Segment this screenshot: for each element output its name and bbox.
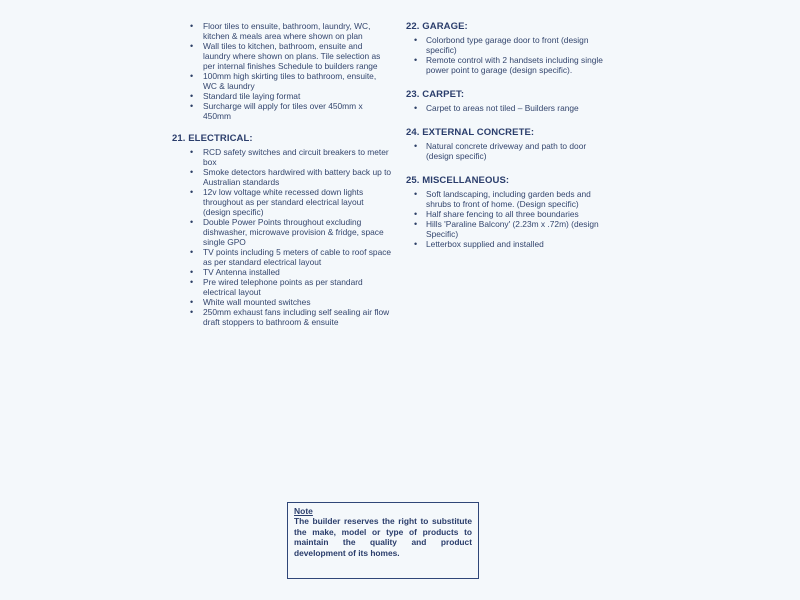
- left-column: [172, 21, 392, 339]
- list-item: • Pre wired telephone points as per standard electrical layout: [172, 277, 392, 297]
- flooring-list: [172, 21, 392, 121]
- list-item: • Hills 'Paraline Balcony' (2.23m x .72m) (design Specific): [406, 219, 606, 239]
- list-item: • RCD safety switches and circuit breakers to meter box: [172, 147, 392, 167]
- list-item: • Natural concrete driveway and path to door (design specific): [406, 141, 606, 161]
- carpet-section: [406, 89, 606, 113]
- carpet-list: [406, 103, 606, 113]
- garage-section: [406, 21, 606, 75]
- list-item: • TV points including 5 meters of cable to roof space as per standard electrical layout: [172, 247, 392, 267]
- note-box: [287, 502, 479, 579]
- list-item: • Surcharge will apply for tiles over 450mm x 450mm: [172, 101, 392, 121]
- note-title: Note: [294, 506, 313, 516]
- list-item: • Half share fencing to all three boundaries: [406, 209, 606, 219]
- external-concrete-list: [406, 141, 606, 161]
- external-concrete-section: [406, 127, 606, 161]
- note-body: The builder reserves the right to substitute the make, model or type of products to maintain the quality and product development of its homes.: [294, 516, 472, 558]
- electrical-list: [172, 147, 392, 327]
- garage-list: [406, 35, 606, 75]
- carpet-heading: 23. CARPET:: [406, 89, 465, 100]
- list-item: • 100mm high skirting tiles to bathroom, ensuite, WC & laundry: [172, 71, 392, 91]
- list-item: • 12v low voltage white recessed down lights throughout as per standard electrical layout (design specific): [172, 187, 392, 217]
- miscellaneous-list: [406, 189, 606, 249]
- list-item: • Remote control with 2 handsets including single power point to garage (design specific).: [406, 55, 606, 75]
- list-item: • Standard tile laying format: [172, 91, 392, 101]
- flooring-section: [172, 21, 392, 121]
- list-item: • Wall tiles to kitchen, bathroom, ensuite and laundry where shown on plans. Tile selection as per internal finishes Schedule to builders range: [172, 41, 392, 71]
- miscellaneous-heading: 25. MISCELLANEOUS:: [406, 175, 510, 186]
- garage-heading: 22. GARAGE:: [406, 21, 468, 32]
- list-item: • White wall mounted switches: [172, 297, 392, 307]
- list-item: • Colorbond type garage door to front (design specific): [406, 35, 606, 55]
- list-item: • 250mm exhaust fans including self sealing air flow draft stoppers to bathroom & ensuite: [172, 307, 392, 327]
- list-item: • Soft landscaping, including garden beds and shrubs to front of home. (Design specific): [406, 189, 606, 209]
- right-column: [406, 21, 606, 261]
- list-item: • Letterbox supplied and installed: [406, 239, 606, 249]
- electrical-heading: 21. ELECTRICAL:: [172, 133, 253, 144]
- list-item: • TV Antenna installed: [172, 267, 392, 277]
- list-item: • Carpet to areas not tiled – Builders range: [406, 103, 606, 113]
- electrical-section: [172, 133, 392, 327]
- miscellaneous-section: [406, 175, 606, 249]
- list-item: • Smoke detectors hardwired with battery back up to Australian standards: [172, 167, 392, 187]
- external-concrete-heading: 24. EXTERNAL CONCRETE:: [406, 127, 535, 138]
- list-item: • Floor tiles to ensuite, bathroom, laundry, WC, kitchen & meals area where shown on plan: [172, 21, 392, 41]
- list-item: • Double Power Points throughout excluding dishwasher, microwave provision & fridge, space single GPO: [172, 217, 392, 247]
